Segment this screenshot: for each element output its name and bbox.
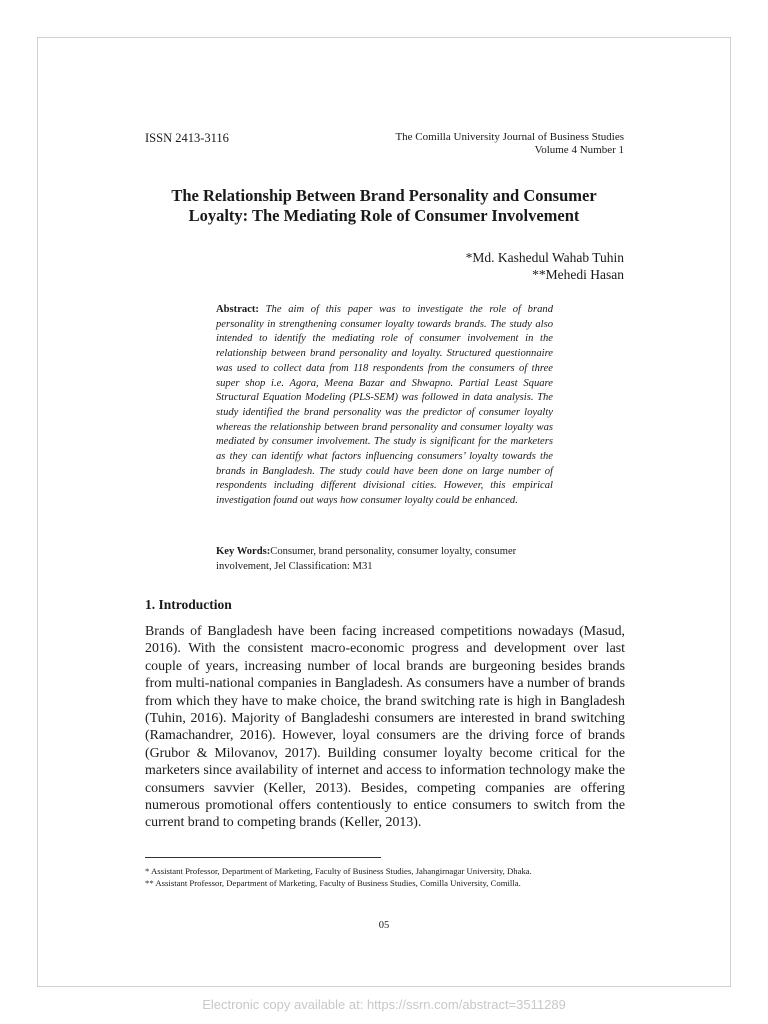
page-number: 05	[378, 920, 390, 931]
author-2: **Mehedi Hasan	[532, 267, 624, 282]
title-line-2: Loyalty: The Mediating Role of Consumer Involvement	[188, 206, 580, 225]
footnote-1: * Assistant Professor, Department of Marketing, Faculty of Business Studies, Jahangirnagar University, Dhaka.	[145, 866, 532, 876]
journal-name: The Comilla University Journal of Business Studies	[395, 131, 624, 143]
footnote-rule	[145, 857, 381, 858]
ssrn-notice[interactable]: Electronic copy available at: https://ssrn.com/abstract=3511289	[202, 997, 566, 1012]
abstract-label: Abstract:	[216, 304, 259, 315]
paper-title	[120, 186, 648, 226]
issn: ISSN 2413-3116	[145, 131, 229, 145]
journal-volume: Volume 4 Number 1	[534, 144, 624, 156]
author-1: *Md. Kashedul Wahab Tuhin	[465, 250, 624, 265]
authors	[466, 249, 624, 283]
abstract-text: The aim of this paper was to investigate the role of brand personality in strengthening consumer loyalty towards brands. The study also intended to identify the mediating role of consumer involvement in the relationship between brand personality and loyalty. Structured questionnaire was used to collect data from 118 respondents from the consumers of three super shop i.e. Agora, Meena Bazar and Shwapno. Partial Least Square Structural Equation Modeling (PLS-SEM) was followed in data analysis. The study identified the brand personality was the predictor of consumer loyalty whereas the relationship between brand personality and consumer loyalty was mediated by consumer involvement. The study is significant for the marketers as they can identify what factors influencing consumers’ loyalty towards the brands in Bangladesh. The study could have been done on large number of respondents including different divisional cities. However, this empirical investigation found out ways how consumer loyalty could be enhanced.	[216, 304, 553, 507]
footnotes	[145, 865, 532, 889]
title-line-1: The Relationship Between Brand Personality and Consumer	[171, 186, 597, 205]
body-paragraph: Brands of Bangladesh have been facing increased competitions nowadays (Masud, 2016). With the consistent macro-economic progress and development over last couple of years, increasing number of local brands are burgeoning besides brands from multi-national companies in Bangladesh. As consumers have a number of brands from which they have to make choice, the brand switching rate is high in Bangladesh (Tuhin, 2016). Majority of Bangladeshi consumers are interested in brand switching (Ramachandrer, 2016). However, loyal consumers are the driving force of brands (Grubor & Milovanov, 2017). Building consumer loyalty become critical for the marketers since availability of internet and access to information technology make the consumers savvier (Keller, 2013). Besides, competing companies are offering numerous promotional offers contentiously to entice consumers to switch from the current brand to competing brands (Keller, 2013).	[145, 624, 625, 831]
page-frame	[37, 37, 731, 987]
keywords	[216, 545, 556, 574]
keywords-label: Key Words:	[216, 546, 271, 557]
section-heading: 1. Introduction	[145, 597, 232, 612]
keywords-text: Consumer, brand personality, consumer loyalty, consumer involvement, Jel Classification: M31	[216, 546, 517, 572]
journal-header	[395, 131, 624, 157]
footnote-2: ** Assistant Professor, Department of Marketing, Faculty of Business Studies, Comilla University, Comilla.	[145, 878, 521, 888]
abstract	[216, 303, 553, 509]
